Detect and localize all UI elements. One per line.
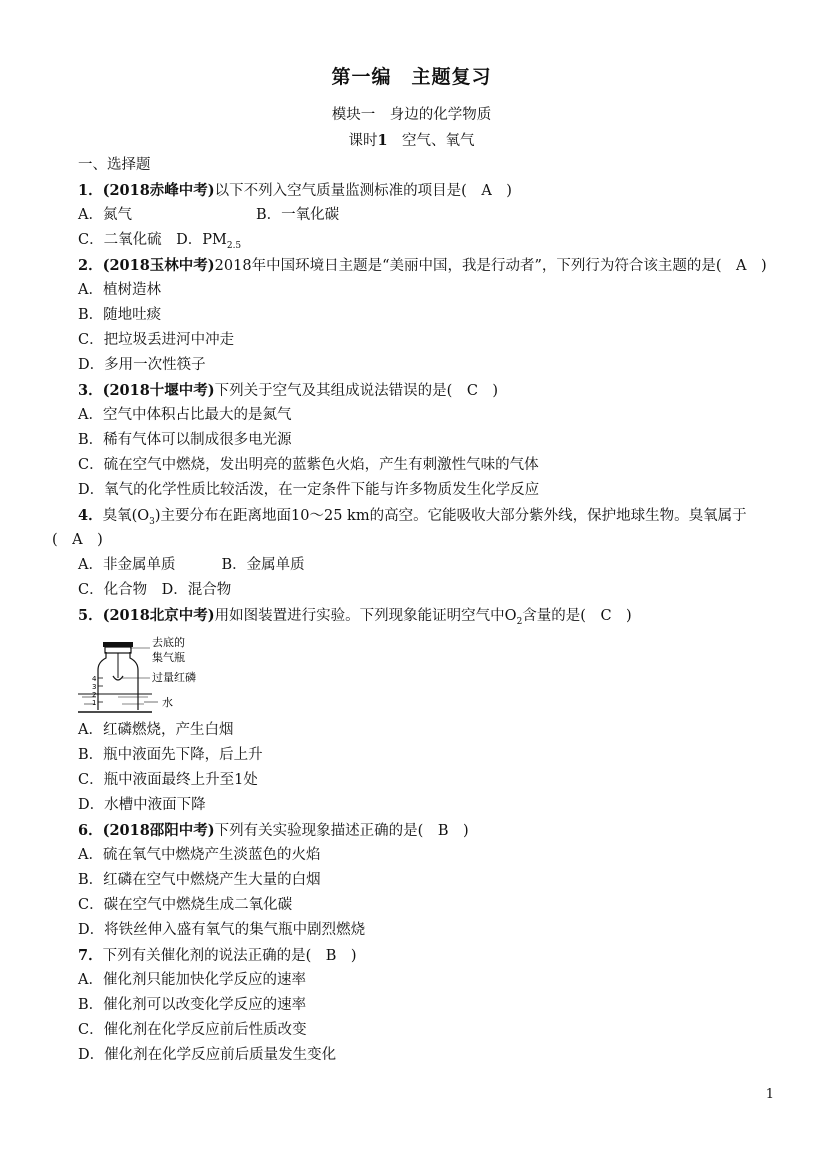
- question-number: 5．: [78, 607, 103, 624]
- option-d: D．催化剂在化学反应前后质量发生变化: [78, 1047, 337, 1063]
- question-3: [78, 378, 768, 403]
- option-b: B．瓶中液面先下降，后上升: [78, 747, 263, 763]
- option-c: C．硫在空气中燃烧，发出明亮的蓝紫色火焰，产生有刺激性气味的气体: [78, 457, 539, 473]
- scale-label-4: 4: [92, 675, 97, 683]
- options-row: [78, 578, 768, 603]
- question-stem-subscript: 3: [149, 516, 155, 527]
- option-a: A．红磷燃烧，产生白烟: [78, 722, 234, 738]
- option-d: D．多用一次性筷子: [78, 357, 206, 373]
- page-title: 第一编 主题复习: [331, 66, 492, 88]
- options-row: [78, 553, 768, 578]
- option-a: A．空气中体积占比最大的是氮气: [78, 407, 292, 423]
- option-b: B．催化剂可以改变化学反应的速率: [78, 997, 307, 1013]
- options-row: [78, 228, 768, 253]
- question-stem-a: 臭氧(O: [102, 508, 150, 524]
- question-4-answer: ( A ): [52, 532, 103, 548]
- stopper-top: [103, 642, 133, 647]
- label-gas-bottle: 集气瓶: [152, 651, 185, 664]
- question-stem-b: 含量的是( C ): [522, 608, 632, 624]
- question-stem: 下列有关实验现象描述正确的是( B ): [214, 823, 469, 839]
- option-a: A．氮气: [78, 207, 132, 223]
- scale-label-1: 1: [92, 699, 97, 707]
- question-source: (2018十堰中考): [102, 382, 215, 399]
- question-source: (2018北京中考): [102, 607, 215, 624]
- apparatus-diagram: [78, 634, 298, 718]
- question-number: 2．: [78, 257, 103, 274]
- label-water: 水: [162, 696, 173, 709]
- question-source: (2018玉林中考): [102, 257, 215, 274]
- question-stem-a: 用如图装置进行实验。下列现象能证明空气中O: [214, 608, 517, 624]
- option-c: C．化合物: [78, 582, 148, 598]
- scale-label-3: 3: [92, 683, 97, 691]
- question-stem-subscript: 2: [516, 616, 523, 627]
- lesson-title: [0, 129, 823, 150]
- option-a: A．催化剂只能加快化学反应的速率: [78, 972, 306, 988]
- question-number: 7．: [78, 947, 103, 964]
- option-d: D．水槽中液面下降: [78, 797, 206, 813]
- option-c: C．二氧化硫: [78, 232, 162, 248]
- option-d: D．将铁丝伸入盛有氧气的集气瓶中剧烈燃烧: [78, 922, 366, 938]
- question-list: [52, 153, 768, 1068]
- label-red-phosphorus: 过量红磷: [152, 671, 196, 684]
- question-6: [78, 818, 768, 843]
- option-a: A．植树造林: [78, 282, 161, 298]
- option-d: D．PM: [176, 232, 227, 248]
- module-title: 模块一 身边的化学物质: [331, 107, 492, 123]
- question-4: [78, 503, 768, 528]
- question-source: (2018赤峰中考): [102, 182, 215, 199]
- option-d-subscript: 2.5: [226, 240, 242, 251]
- options-row: [78, 203, 768, 228]
- question-source: (2018邵阳中考): [102, 822, 215, 839]
- question-stem: 以下不列入空气质量监测标准的项目是( A ): [214, 183, 512, 199]
- lesson-topic: 空气、氧气: [402, 133, 475, 149]
- question-number: 1．: [78, 182, 103, 199]
- option-c: C．瓶中液面最终上升至1处: [78, 772, 258, 788]
- question-stem: 下列有关催化剂的说法正确的是( B ): [102, 948, 357, 964]
- scale-label-2: 2: [92, 691, 97, 699]
- apparatus-figure: [78, 628, 768, 718]
- lesson-prefix: 课时: [348, 133, 378, 149]
- option-c: C．催化剂在化学反应前后性质改变: [78, 1022, 307, 1038]
- label-bottomless: 去底的: [152, 636, 185, 649]
- question-number: 6．: [78, 822, 103, 839]
- option-a: A．硫在氧气中燃烧产生淡蓝色的火焰: [78, 847, 321, 863]
- stopper: [105, 647, 131, 653]
- lesson-number: 1: [377, 132, 388, 149]
- option-c: C．把垃圾丢进河中冲走: [78, 332, 235, 348]
- section-heading: 一、选择题: [78, 157, 151, 173]
- page-number: 1: [765, 1087, 774, 1102]
- option-b: B．金属单质: [221, 557, 305, 573]
- option-d: D．氧气的化学性质比较活泼，在一定条件下能与许多物质发生化学反应: [78, 482, 540, 498]
- option-b: B．红磷在空气中燃烧产生大量的白烟: [78, 872, 321, 888]
- question-2: [78, 253, 768, 278]
- question-5: [78, 603, 768, 628]
- question-stem: 下列关于空气及其组成说法错误的是( C ): [214, 383, 499, 399]
- question-7: [78, 943, 768, 968]
- question-1: [78, 178, 768, 203]
- option-c: C．碳在空气中燃烧生成二氧化碳: [78, 897, 293, 913]
- question-stem-b: )主要分布在距离地面10～25 km的高空。它能吸收大部分紫外线，保护地球生物。臭氧属于: [154, 508, 747, 524]
- option-b: B．一氧化碳: [255, 207, 340, 223]
- option-d: D．混合物: [161, 582, 232, 598]
- option-b: B．随地吐痰: [78, 307, 162, 323]
- question-number: 3．: [78, 382, 103, 399]
- option-a: A．非金属单质: [78, 557, 176, 573]
- question-number: 4．: [78, 507, 103, 524]
- option-b: B．稀有气体可以制成很多电光源: [78, 432, 292, 448]
- question-stem: 2018年中国环境日主题是“美丽中国，我是行动者”，下列行为符合该主题的是( A ): [214, 258, 767, 274]
